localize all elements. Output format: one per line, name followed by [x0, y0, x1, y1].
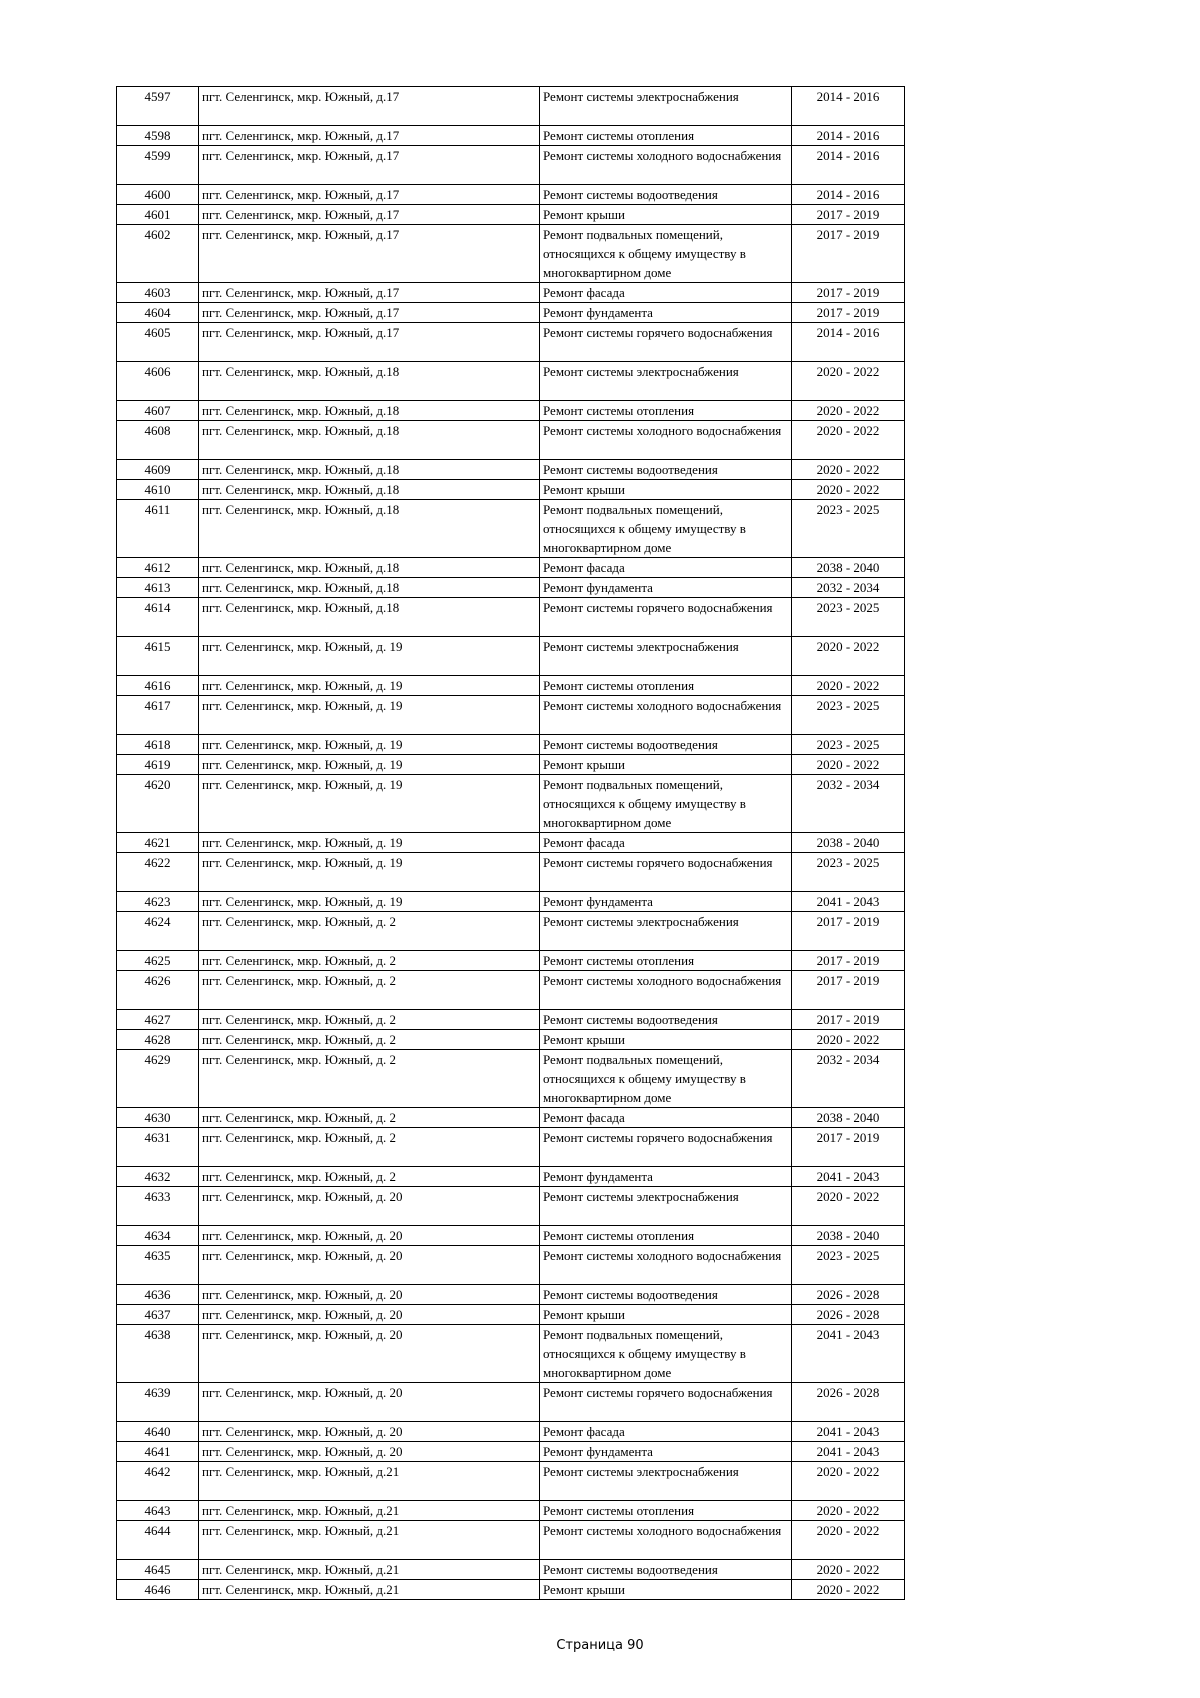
address-cell: пгт. Селенгинск, мкр. Южный, д. 19: [199, 735, 540, 755]
address-cell: пгт. Селенгинск, мкр. Южный, д. 2: [199, 1010, 540, 1030]
table-row: [117, 460, 905, 480]
address-cell: пгт. Селенгинск, мкр. Южный, д. 19: [199, 853, 540, 892]
work-type-cell: Ремонт системы водоотведения: [540, 1010, 792, 1030]
period-cell: 2020 - 2022: [792, 480, 905, 500]
address-cell: пгт. Селенгинск, мкр. Южный, д. 2: [199, 1167, 540, 1187]
work-type-cell: Ремонт подвальных помещений, относящихся к общему имуществу в многоквартирном доме: [540, 775, 792, 833]
address-cell: пгт. Селенгинск, мкр. Южный, д.18: [199, 598, 540, 637]
work-type-cell: Ремонт системы водоотведения: [540, 1560, 792, 1580]
table-row: [117, 1050, 905, 1108]
row-number: 4601: [117, 205, 199, 225]
work-type-cell: Ремонт системы горячего водоснабжения: [540, 598, 792, 637]
table-row: [117, 1246, 905, 1285]
row-number: 4630: [117, 1108, 199, 1128]
row-number: 4614: [117, 598, 199, 637]
table-row: [117, 283, 905, 303]
address-cell: пгт. Селенгинск, мкр. Южный, д. 20: [199, 1325, 540, 1383]
work-type-cell: Ремонт системы холодного водоснабжения: [540, 696, 792, 735]
period-cell: 2014 - 2016: [792, 323, 905, 362]
table-row: [117, 1422, 905, 1442]
work-type-cell: Ремонт системы отопления: [540, 676, 792, 696]
table-row: [117, 1226, 905, 1246]
address-cell: пгт. Селенгинск, мкр. Южный, д.21: [199, 1580, 540, 1600]
period-cell: 2038 - 2040: [792, 1226, 905, 1246]
address-cell: пгт. Селенгинск, мкр. Южный, д. 2: [199, 1030, 540, 1050]
row-number: 4642: [117, 1462, 199, 1501]
row-number: 4606: [117, 362, 199, 401]
work-type-cell: Ремонт системы электроснабжения: [540, 87, 792, 126]
work-type-cell: Ремонт фасада: [540, 283, 792, 303]
row-number: 4636: [117, 1285, 199, 1305]
row-number: 4629: [117, 1050, 199, 1108]
address-cell: пгт. Селенгинск, мкр. Южный, д. 19: [199, 696, 540, 735]
table-row: [117, 892, 905, 912]
row-number: 4604: [117, 303, 199, 323]
row-number: 4627: [117, 1010, 199, 1030]
address-cell: пгт. Селенгинск, мкр. Южный, д. 2: [199, 971, 540, 1010]
period-cell: 2041 - 2043: [792, 1442, 905, 1462]
address-cell: пгт. Селенгинск, мкр. Южный, д.21: [199, 1501, 540, 1521]
period-cell: 2017 - 2019: [792, 283, 905, 303]
period-cell: 2020 - 2022: [792, 637, 905, 676]
period-cell: 2017 - 2019: [792, 1010, 905, 1030]
period-cell: 2038 - 2040: [792, 1108, 905, 1128]
period-cell: 2023 - 2025: [792, 1246, 905, 1285]
period-cell: 2020 - 2022: [792, 1030, 905, 1050]
row-number: 4618: [117, 735, 199, 755]
row-number: 4605: [117, 323, 199, 362]
row-number: 4613: [117, 578, 199, 598]
table-row: [117, 558, 905, 578]
work-type-cell: Ремонт системы электроснабжения: [540, 912, 792, 951]
period-cell: 2017 - 2019: [792, 912, 905, 951]
table-row: [117, 401, 905, 421]
address-cell: пгт. Селенгинск, мкр. Южный, д.18: [199, 480, 540, 500]
table-row: [117, 1187, 905, 1226]
table-row: [117, 971, 905, 1010]
row-number: 4641: [117, 1442, 199, 1462]
table-row: [117, 637, 905, 676]
page-number: Страница 90: [556, 1638, 644, 1653]
period-cell: 2023 - 2025: [792, 500, 905, 558]
table-row: [117, 185, 905, 205]
period-cell: 2020 - 2022: [792, 1501, 905, 1521]
table-row: [117, 1560, 905, 1580]
work-type-cell: Ремонт системы отопления: [540, 951, 792, 971]
table-row: [117, 126, 905, 146]
work-type-cell: Ремонт крыши: [540, 1305, 792, 1325]
address-cell: пгт. Селенгинск, мкр. Южный, д. 2: [199, 1108, 540, 1128]
row-number: 4634: [117, 1226, 199, 1246]
address-cell: пгт. Селенгинск, мкр. Южный, д. 20: [199, 1187, 540, 1226]
address-cell: пгт. Селенгинск, мкр. Южный, д.17: [199, 126, 540, 146]
table-row: [117, 853, 905, 892]
address-cell: пгт. Селенгинск, мкр. Южный, д.21: [199, 1560, 540, 1580]
work-type-cell: Ремонт системы отопления: [540, 1501, 792, 1521]
period-cell: 2020 - 2022: [792, 362, 905, 401]
work-type-cell: Ремонт фундамента: [540, 1442, 792, 1462]
work-type-cell: Ремонт системы холодного водоснабжения: [540, 1246, 792, 1285]
work-type-cell: Ремонт системы водоотведения: [540, 185, 792, 205]
period-cell: 2017 - 2019: [792, 971, 905, 1010]
table-row: [117, 755, 905, 775]
row-number: 4598: [117, 126, 199, 146]
work-type-cell: Ремонт системы электроснабжения: [540, 1187, 792, 1226]
row-number: 4620: [117, 775, 199, 833]
work-type-cell: Ремонт крыши: [540, 480, 792, 500]
period-cell: 2023 - 2025: [792, 696, 905, 735]
row-number: 4635: [117, 1246, 199, 1285]
address-cell: пгт. Селенгинск, мкр. Южный, д.17: [199, 146, 540, 185]
row-number: 4616: [117, 676, 199, 696]
row-number: 4646: [117, 1580, 199, 1600]
work-type-cell: Ремонт системы холодного водоснабжения: [540, 146, 792, 185]
row-number: 4624: [117, 912, 199, 951]
period-cell: 2032 - 2034: [792, 775, 905, 833]
period-cell: 2041 - 2043: [792, 1325, 905, 1383]
table-row: [117, 87, 905, 126]
period-cell: 2020 - 2022: [792, 1560, 905, 1580]
period-cell: 2014 - 2016: [792, 146, 905, 185]
address-cell: пгт. Селенгинск, мкр. Южный, д. 19: [199, 637, 540, 676]
table-row: [117, 205, 905, 225]
row-number: 4622: [117, 853, 199, 892]
period-cell: 2026 - 2028: [792, 1305, 905, 1325]
address-cell: пгт. Селенгинск, мкр. Южный, д.18: [199, 500, 540, 558]
work-type-cell: Ремонт фасада: [540, 558, 792, 578]
row-number: 4599: [117, 146, 199, 185]
row-number: 4611: [117, 500, 199, 558]
address-cell: пгт. Селенгинск, мкр. Южный, д.17: [199, 205, 540, 225]
row-number: 4619: [117, 755, 199, 775]
table-row: [117, 1462, 905, 1501]
address-cell: пгт. Селенгинск, мкр. Южный, д. 19: [199, 892, 540, 912]
table-row: [117, 775, 905, 833]
address-cell: пгт. Селенгинск, мкр. Южный, д.21: [199, 1521, 540, 1560]
work-type-cell: Ремонт подвальных помещений, относящихся к общему имуществу в многоквартирном доме: [540, 225, 792, 283]
work-type-cell: Ремонт системы горячего водоснабжения: [540, 1128, 792, 1167]
row-number: 4632: [117, 1167, 199, 1187]
table-row: [117, 480, 905, 500]
table-row: [117, 146, 905, 185]
row-number: 4625: [117, 951, 199, 971]
work-type-cell: Ремонт системы водоотведения: [540, 460, 792, 480]
period-cell: 2014 - 2016: [792, 185, 905, 205]
table-row: [117, 578, 905, 598]
period-cell: 2020 - 2022: [792, 755, 905, 775]
table-body: [117, 87, 905, 1600]
work-type-cell: Ремонт крыши: [540, 755, 792, 775]
work-type-cell: Ремонт подвальных помещений, относящихся к общему имуществу в многоквартирном доме: [540, 500, 792, 558]
table-row: [117, 1521, 905, 1560]
address-cell: пгт. Селенгинск, мкр. Южный, д.17: [199, 323, 540, 362]
address-cell: пгт. Селенгинск, мкр. Южный, д. 2: [199, 951, 540, 971]
work-type-cell: Ремонт системы горячего водоснабжения: [540, 853, 792, 892]
address-cell: пгт. Селенгинск, мкр. Южный, д. 20: [199, 1422, 540, 1442]
row-number: 4645: [117, 1560, 199, 1580]
period-cell: 2041 - 2043: [792, 1422, 905, 1442]
period-cell: 2014 - 2016: [792, 126, 905, 146]
address-cell: пгт. Селенгинск, мкр. Южный, д. 20: [199, 1246, 540, 1285]
table-row: [117, 500, 905, 558]
work-type-cell: Ремонт системы горячего водоснабжения: [540, 1383, 792, 1422]
period-cell: 2017 - 2019: [792, 225, 905, 283]
work-type-cell: Ремонт крыши: [540, 1030, 792, 1050]
address-cell: пгт. Селенгинск, мкр. Южный, д. 2: [199, 912, 540, 951]
address-cell: пгт. Селенгинск, мкр. Южный, д. 19: [199, 676, 540, 696]
period-cell: 2023 - 2025: [792, 853, 905, 892]
table-row: [117, 1128, 905, 1167]
work-type-cell: Ремонт системы отопления: [540, 401, 792, 421]
work-type-cell: Ремонт крыши: [540, 205, 792, 225]
row-number: 4623: [117, 892, 199, 912]
work-type-cell: Ремонт фасада: [540, 833, 792, 853]
table-row: [117, 225, 905, 283]
work-type-cell: Ремонт системы электроснабжения: [540, 637, 792, 676]
period-cell: 2020 - 2022: [792, 401, 905, 421]
address-cell: пгт. Селенгинск, мкр. Южный, д. 2: [199, 1128, 540, 1167]
row-number: 4644: [117, 1521, 199, 1560]
table-row: [117, 676, 905, 696]
address-cell: пгт. Селенгинск, мкр. Южный, д.17: [199, 303, 540, 323]
table-row: [117, 323, 905, 362]
work-type-cell: Ремонт системы отопления: [540, 126, 792, 146]
table-row: [117, 303, 905, 323]
address-cell: пгт. Селенгинск, мкр. Южный, д.17: [199, 225, 540, 283]
table-row: [117, 598, 905, 637]
row-number: 4637: [117, 1305, 199, 1325]
work-type-cell: Ремонт фасада: [540, 1422, 792, 1442]
row-number: 4638: [117, 1325, 199, 1383]
address-cell: пгт. Селенгинск, мкр. Южный, д. 20: [199, 1305, 540, 1325]
table-row: [117, 421, 905, 460]
address-cell: пгт. Селенгинск, мкр. Южный, д. 2: [199, 1050, 540, 1108]
table-row: [117, 951, 905, 971]
address-cell: пгт. Селенгинск, мкр. Южный, д. 19: [199, 775, 540, 833]
row-number: 4628: [117, 1030, 199, 1050]
period-cell: 2017 - 2019: [792, 205, 905, 225]
table-row: [117, 1167, 905, 1187]
period-cell: 2023 - 2025: [792, 735, 905, 755]
table-row: [117, 1030, 905, 1050]
table-row: [117, 1305, 905, 1325]
row-number: 4631: [117, 1128, 199, 1167]
work-type-cell: Ремонт системы холодного водоснабжения: [540, 421, 792, 460]
period-cell: 2020 - 2022: [792, 460, 905, 480]
row-number: 4643: [117, 1501, 199, 1521]
work-type-cell: Ремонт системы электроснабжения: [540, 362, 792, 401]
work-type-cell: Ремонт подвальных помещений, относящихся к общему имуществу в многоквартирном доме: [540, 1325, 792, 1383]
row-number: 4621: [117, 833, 199, 853]
work-type-cell: Ремонт системы отопления: [540, 1226, 792, 1246]
period-cell: 2041 - 2043: [792, 892, 905, 912]
period-cell: 2017 - 2019: [792, 303, 905, 323]
address-cell: пгт. Селенгинск, мкр. Южный, д. 19: [199, 833, 540, 853]
address-cell: пгт. Селенгинск, мкр. Южный, д.18: [199, 421, 540, 460]
row-number: 4626: [117, 971, 199, 1010]
row-number: 4608: [117, 421, 199, 460]
table-row: [117, 1285, 905, 1305]
row-number: 4602: [117, 225, 199, 283]
period-cell: 2017 - 2019: [792, 1128, 905, 1167]
row-number: 4612: [117, 558, 199, 578]
period-cell: 2041 - 2043: [792, 1167, 905, 1187]
repair-schedule-table: [116, 86, 905, 1600]
period-cell: 2032 - 2034: [792, 578, 905, 598]
row-number: 4640: [117, 1422, 199, 1442]
row-number: 4617: [117, 696, 199, 735]
address-cell: пгт. Селенгинск, мкр. Южный, д.18: [199, 401, 540, 421]
address-cell: пгт. Селенгинск, мкр. Южный, д. 20: [199, 1285, 540, 1305]
row-number: 4615: [117, 637, 199, 676]
row-number: 4639: [117, 1383, 199, 1422]
period-cell: 2017 - 2019: [792, 951, 905, 971]
period-cell: 2026 - 2028: [792, 1383, 905, 1422]
address-cell: пгт. Селенгинск, мкр. Южный, д.17: [199, 185, 540, 205]
period-cell: 2014 - 2016: [792, 87, 905, 126]
address-cell: пгт. Селенгинск, мкр. Южный, д. 20: [199, 1226, 540, 1246]
row-number: 4609: [117, 460, 199, 480]
row-number: 4607: [117, 401, 199, 421]
address-cell: пгт. Селенгинск, мкр. Южный, д.18: [199, 460, 540, 480]
work-type-cell: Ремонт фундамента: [540, 578, 792, 598]
period-cell: 2020 - 2022: [792, 676, 905, 696]
period-cell: 2026 - 2028: [792, 1285, 905, 1305]
address-cell: пгт. Селенгинск, мкр. Южный, д.18: [199, 362, 540, 401]
address-cell: пгт. Селенгинск, мкр. Южный, д.18: [199, 558, 540, 578]
table-row: [117, 912, 905, 951]
table-row: [117, 833, 905, 853]
work-type-cell: Ремонт системы холодного водоснабжения: [540, 1521, 792, 1560]
period-cell: 2038 - 2040: [792, 833, 905, 853]
work-type-cell: Ремонт системы горячего водоснабжения: [540, 323, 792, 362]
work-type-cell: Ремонт системы электроснабжения: [540, 1462, 792, 1501]
period-cell: 2020 - 2022: [792, 1462, 905, 1501]
table-row: [117, 1442, 905, 1462]
work-type-cell: Ремонт системы водоотведения: [540, 735, 792, 755]
address-cell: пгт. Селенгинск, мкр. Южный, д. 20: [199, 1383, 540, 1422]
address-cell: пгт. Селенгинск, мкр. Южный, д. 19: [199, 755, 540, 775]
row-number: 4633: [117, 1187, 199, 1226]
row-number: 4597: [117, 87, 199, 126]
row-number: 4610: [117, 480, 199, 500]
period-cell: 2023 - 2025: [792, 598, 905, 637]
work-type-cell: Ремонт крыши: [540, 1580, 792, 1600]
table-row: [117, 1501, 905, 1521]
period-cell: 2020 - 2022: [792, 1521, 905, 1560]
work-type-cell: Ремонт фасада: [540, 1108, 792, 1128]
table-row: [117, 696, 905, 735]
period-cell: 2020 - 2022: [792, 1187, 905, 1226]
address-cell: пгт. Селенгинск, мкр. Южный, д. 20: [199, 1442, 540, 1462]
work-type-cell: Ремонт системы водоотведения: [540, 1285, 792, 1305]
work-type-cell: Ремонт системы холодного водоснабжения: [540, 971, 792, 1010]
address-cell: пгт. Селенгинск, мкр. Южный, д.17: [199, 283, 540, 303]
address-cell: пгт. Селенгинск, мкр. Южный, д.21: [199, 1462, 540, 1501]
period-cell: 2032 - 2034: [792, 1050, 905, 1108]
address-cell: пгт. Селенгинск, мкр. Южный, д.18: [199, 578, 540, 598]
table-row: [117, 1383, 905, 1422]
table-row: [117, 362, 905, 401]
table-row: [117, 1580, 905, 1600]
address-cell: пгт. Селенгинск, мкр. Южный, д.17: [199, 87, 540, 126]
work-type-cell: Ремонт фундамента: [540, 303, 792, 323]
table-row: [117, 735, 905, 755]
table-row: [117, 1010, 905, 1030]
table-row: [117, 1325, 905, 1383]
period-cell: 2038 - 2040: [792, 558, 905, 578]
work-type-cell: Ремонт фундамента: [540, 892, 792, 912]
period-cell: 2020 - 2022: [792, 421, 905, 460]
work-type-cell: Ремонт фундамента: [540, 1167, 792, 1187]
row-number: 4603: [117, 283, 199, 303]
work-type-cell: Ремонт подвальных помещений, относящихся к общему имуществу в многоквартирном доме: [540, 1050, 792, 1108]
period-cell: 2020 - 2022: [792, 1580, 905, 1600]
row-number: 4600: [117, 185, 199, 205]
table-row: [117, 1108, 905, 1128]
